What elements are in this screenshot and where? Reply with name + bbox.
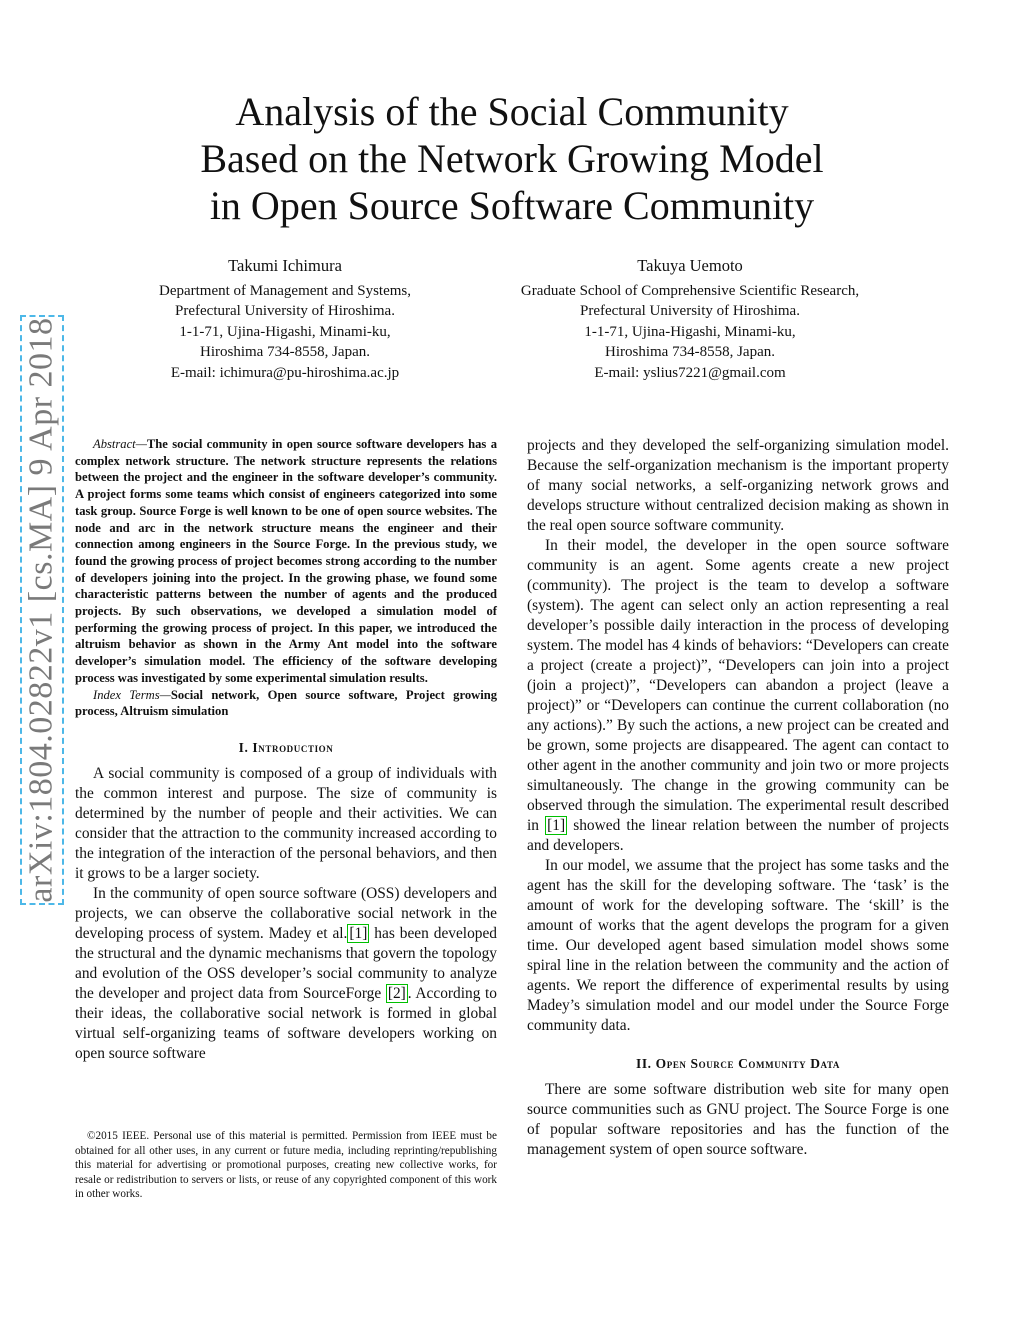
paragraph: A social community is composed of a group of individuals with the common interest and purpose. The size of community is determined by the number of people and their activities. We can consider that the attraction to the community increased according to the integration of the interaction of the personal behaviors, and then it grows to be a larger society. xyxy=(75,764,497,882)
index-terms-text: Social network, Open source software, Project growing process, Altruism simulation xyxy=(75,687,498,719)
author-address: Hiroshima 734-8558, Japan. xyxy=(200,344,370,360)
index-terms: Index Terms—Social network, Open source software, Project growing process, Altruism simulation xyxy=(75,687,498,719)
paragraph: There are some software distribution web site for many open source communities such as GNU project. The Source Forge is one of popular software repositories and has the function of the management system of open source software. xyxy=(527,1081,949,1158)
author-address: 1-1-71, Ujina-Higashi, Minami-ku, xyxy=(179,323,391,340)
author-affiliation: Prefectural University of Hiroshima. xyxy=(175,303,395,319)
abstract-text: The social community in open source software developers has a complex network structure. The network structure represents the relations between the project and the engineer in the software developer’s community. A project forms some teams which consist of engineers categorized into some task group. Source Forge is well known to be one of open source websites. The node and arc in the network structure means the engineer and their connection among engineers in the Source Forge. In the previous study, we found the growing process of project becomes strong according to the number of developers joining into the project. In the growing phase, we found some characteristic patterns between the number of agents and the produced projects. By such observations, we developed a simulation model of performing the growing process of project. In this paper, we introduced the altruism behavior as shown in the Army Ant model into the software developer’s simulation model. The efficiency of the software developing process was investigated by some experimental simulation results. xyxy=(75,437,497,685)
author-email: E-mail: yslius7221@gmail.com xyxy=(594,364,786,381)
right-column xyxy=(527,436,949,1160)
paragraph: In their model, the developer in the open source software community is an agent. Some agents create a new project (community). The project is the team to develop a software (system). The agent can select only an action representing a real developer’s possible daily interaction in the process of developing system. The model has 4 kinds of behaviors: “Developers can create a project (create a project)”, “Developers can join into a project (join a project)”, “Developers can abandon a project (leave a project)” or “Developers can continue the current collaboration (no any actions).” By such the actions, a new project can be created and be grown, some projects are disappeared. The agent can contact to other agent in the another community and join two or more projects simultaneously. The change in the growing community can be observed through the simulation. The experimental result described in [1] showed the linear relation between the number of projects and developers. xyxy=(527,537,950,854)
author-affiliation: Graduate School of Comprehensive Scientific Research, xyxy=(520,282,860,299)
abstract-label: Abstract xyxy=(93,437,136,451)
paragraph: projects and they developed the self-organizing simulation model. Because the self-organization mechanism is the important property of many social networks, a self-organizing network grows and develops structure without centralized decision making as shown in the real open source software community. xyxy=(527,437,949,534)
arxiv-side-stamp[interactable] xyxy=(20,315,64,905)
paper-title xyxy=(100,88,924,229)
abstract: Abstract—The social community in open source software developers has a complex network structure. The network structure represents the relations between the project and the engineer in the software developer’s community. A project forms some teams which consist of engineers categorized into some task group. Source Forge is well known to be one of open source websites. The node and arc in the network structure means the engineer and their connection among engineers in the Source Forge. In the previous study, we found the growing process of project becomes strong according to the number of developers joining into the project. In the growing phase, we found some characteristic patterns between the number of agents and the produced projects. By such observations, we developed a simulation model of performing the growing process of project. In this paper, we introduced the altruism behavior as shown in the Army Ant model into the software developer’s simulation model. The efficiency of the software developing process was investigated by some experimental simulation results. xyxy=(75,437,497,685)
title-line: in Open Source Software Community xyxy=(209,183,815,228)
author-affiliation: Department of Management and Systems, xyxy=(158,282,412,299)
citation-link[interactable]: [1] xyxy=(547,817,566,834)
author-block-1 xyxy=(120,256,450,383)
author-address: Hiroshima 734-8558, Japan. xyxy=(605,344,775,360)
title-line: Based on the Network Growing Model xyxy=(200,136,824,181)
citation-link[interactable]: [1] xyxy=(349,924,368,942)
author-email: E-mail: ichimura@pu-hiroshima.ac.jp xyxy=(170,364,400,381)
paragraph: In the community of open source software (OSS) developers and projects, we can observe the collaborative social network in the developing process of system. Madey et al. [1] has been developed the structural and the dynamic mechanisms that govern the topology and evolution of the OSS developer’s social community to analyze the developer and project data from SourceForge [2] . According to their ideas, the collaborative social network is formed in global virtual self-organizing teams of software developers working on open source software xyxy=(75,884,498,1062)
copyright-notice: ©2015 IEEE. Personal use of this material is permitted. Permission from IEEE must be obtained for all other uses, in any current or future media, including reprinting/republishing this material for advertising or promotional purposes, creating new collective works, for resale or redistribution to servers or lists, or reuse of any copyrighted component of this work in other works. xyxy=(75,1130,497,1200)
index-terms-label: Index Terms xyxy=(93,687,160,702)
arxiv-identifier: arXiv:1804.02822v1 [cs.MA] 9 Apr 2018 xyxy=(23,317,60,903)
author-address: 1-1-71, Ujina-Higashi, Minami-ku, xyxy=(584,323,796,340)
citation-link[interactable]: [2] xyxy=(387,984,406,1002)
author-block-2 xyxy=(490,256,890,383)
left-column xyxy=(75,436,497,1064)
paragraph: In our model, we assume that the project has some tasks and the agent has the skill for the developing software. The ‘task’ is the amount of work for the developing software. The ‘skill’ is the amount of works that the agent develops the program for a given time. Our developed agent based simulation model shows some spiral line in the relation between the community and the action of agents. We report the difference of experimental results by using Madey’s simulation model and our model under the Source Forge community data. xyxy=(527,857,949,1034)
section-heading-introduction: I. Introduction xyxy=(238,739,334,755)
section-heading-open-source-data: II. Open Source Community Data xyxy=(635,1056,841,1071)
author-name: Takumi Ichimura xyxy=(228,256,342,275)
author-affiliation: Prefectural University of Hiroshima. xyxy=(580,303,800,319)
title-line: Analysis of the Social Community xyxy=(235,89,789,134)
author-name: Takuya Uemoto xyxy=(637,256,743,275)
